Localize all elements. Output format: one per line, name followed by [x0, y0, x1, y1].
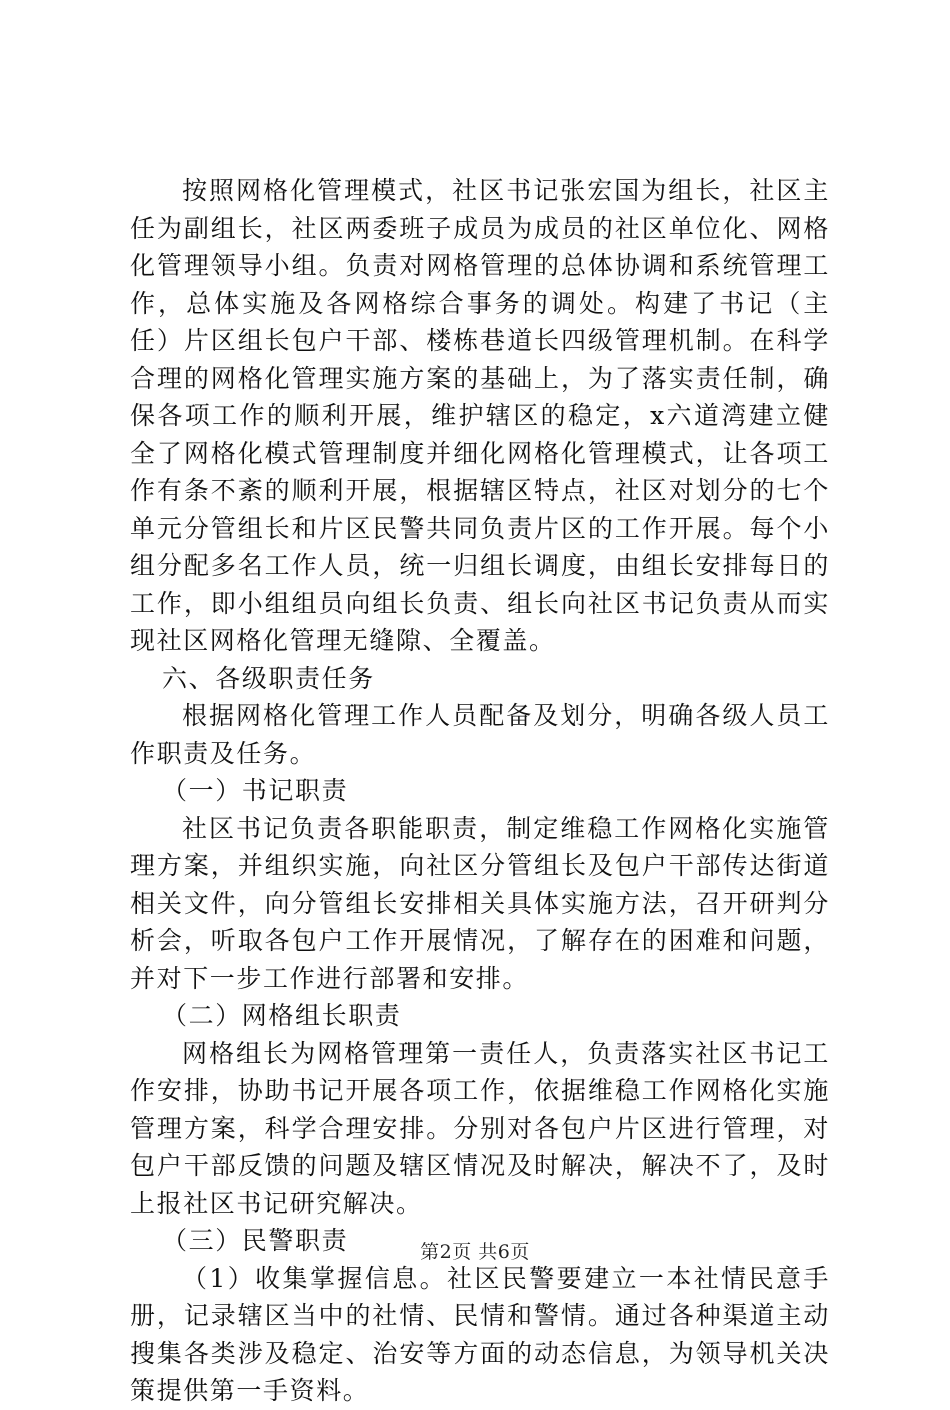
subheading-secretary: （一）书记职责 — [162, 776, 349, 805]
body-paragraph-grid-leadership: 按照网格化管理模式，社区书记张宏国为组长，社区主任为副组长，社区两委班子成员为成员的社区单位化、网格化管理领导小组。负责对网格管理的总体协调和系统管理工作，总体实施及各网格综合事务的调处。构建了书记（主任）片区组长包户干部、楼栋巷道长四级管理机制。在科学合理的网格化管理实施方案的基础上，为了落实责任制，确保各项工作的顺利开展，维护辖区的稳定，x六道湾建立健全了网格化模式管理制度并细化网格化管理模式，让各项工作有条不紊的顺利开展，根据辖区特点，社区对划分的七个单元分管组长和片区民警共同负责片区的工作开展。每个小组分配多名工作人员，统一归组长调度，由组长安排每日的工作，即小组组员向组长负责、组长向社区书记负责从而实现社区网格化管理无缝隙、全覆盖。 — [130, 176, 830, 655]
section-heading-responsibilities: 六、各级职责任务 — [162, 663, 375, 693]
page-number-footer: 第2页 共6页 — [420, 1241, 530, 1263]
subheading-grid-leader: （二）网格组长职责 — [162, 1001, 402, 1030]
body-paragraph-responsibilities-intro: 根据网格化管理工作人员配备及划分，明确各级人员工作职责及任务。 — [130, 701, 830, 768]
body-paragraph-police-info: （1）收集掌握信息。社区民警要建立一本社情民意手册，记录辖区当中的社情、民情和警情。通过各种渠道主动搜集各类涉及稳定、治安等方面的动态信息，为领导机关决策提供第一手资料。 — [130, 1263, 830, 1405]
document-body — [130, 172, 830, 1410]
body-paragraph-grid-leader: 网格组长为网格管理第一责任人，负责落实社区书记工作安排，协助书记开展各项工作，依据维稳工作网格化实施管理方案，科学合理安排。分别对各包户片区进行管理，对包户干部反馈的问题及辖区情况及时解决，解决不了，及时上报社区书记研究解决。 — [130, 1038, 830, 1218]
body-paragraph-secretary: 社区书记负责各职能职责，制定维稳工作网格化实施管理方案，并组织实施，向社区分管组长及包户干部传达街道相关文件，向分管组长安排相关具体实施方法，召开研判分析会，听取各包户工作开展情况，了解存在的困难和问题，并对下一步工作进行部署和安排。 — [130, 813, 830, 993]
subheading-police: （三）民警职责 — [162, 1226, 349, 1255]
